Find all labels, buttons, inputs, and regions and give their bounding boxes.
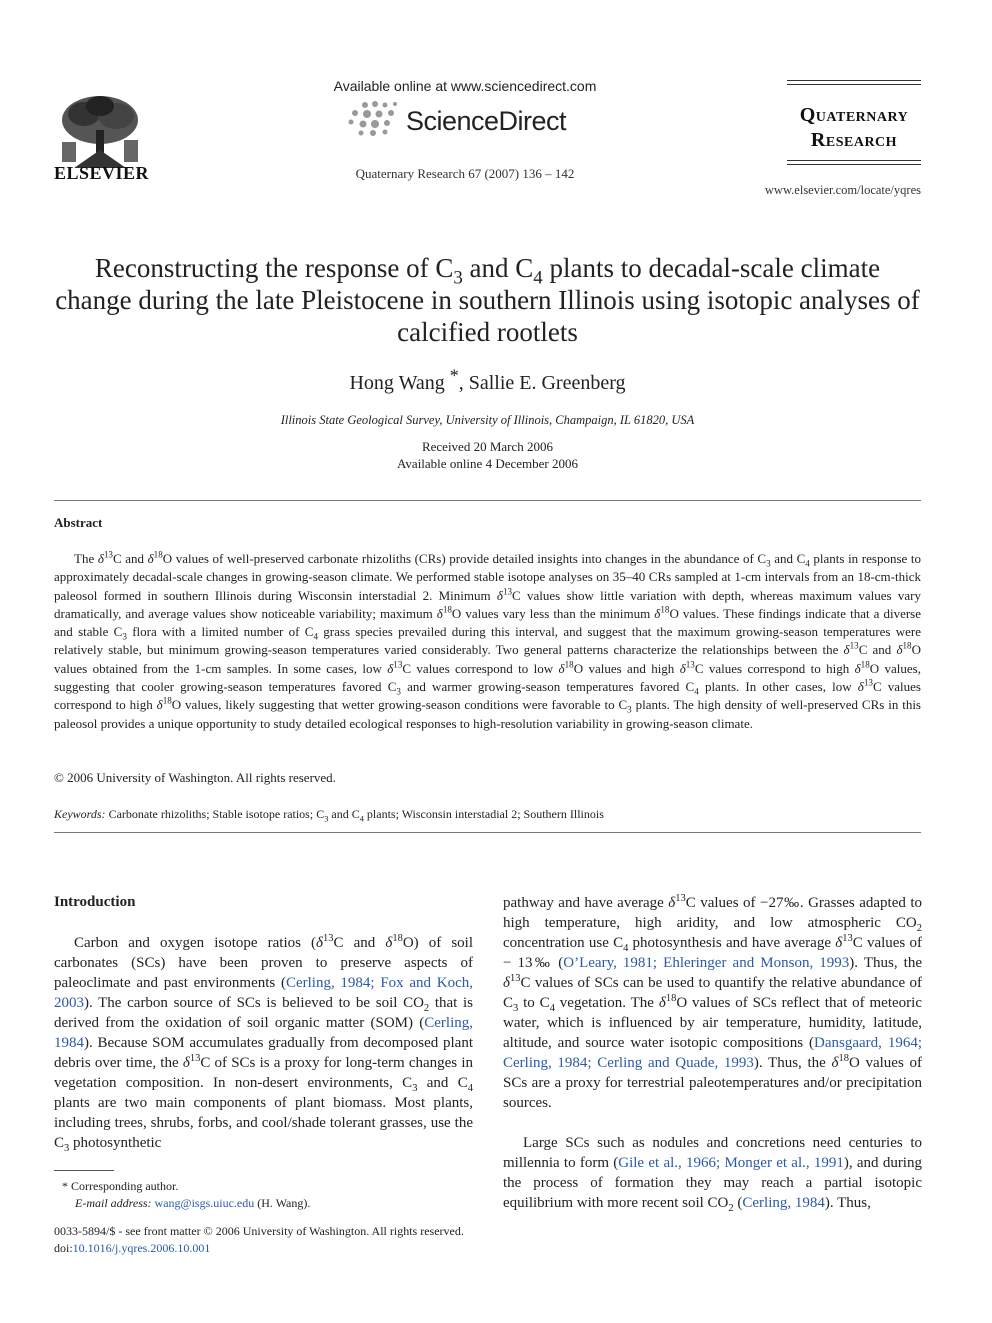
- title-text: plants to decadal-scale climate change during the late Pleistocene in southern Illinois using isotopic analyses of calcified rootlets: [55, 253, 920, 347]
- received-date: Received 20 March 2006: [421, 439, 554, 454]
- doi-link[interactable]: 10.1016/j.yqres.2006.10.001: [72, 1241, 211, 1255]
- email-link[interactable]: wang@isgs.uiuc.edu: [154, 1196, 255, 1210]
- author-separator: ,: [458, 372, 469, 394]
- journal-name-line2: Research: [810, 129, 898, 151]
- keywords-subscript: 4: [359, 814, 364, 824]
- journal-rule-bottom: [787, 160, 921, 165]
- doi-label: doi:: [54, 1241, 73, 1255]
- citation-link[interactable]: Cerling, 1984; Fox and Koch, 2003: [54, 975, 473, 1011]
- journal-citation: Quaternary Research 67 (2007) 136 – 142: [355, 166, 575, 181]
- abstract-heading: Abstract: [54, 515, 103, 530]
- abstract-body: The $\delta^{13}C$ and $\delta^{18}O$ values of well-preserved carbonate rhizoliths (CRs) provide detailed insights into changes in the abundance of $C_3$ and $C_4$ plants in response to approximately decadal-scale changes in growing-season climate. We performed stable isotope analyses on 35–40 CRs sampled at 1-cm intervals from an 18-cm-thick paleosol formed in southern Illinois during Wisconsin interstadial 2. Minimum $\delta^{13}C$ values show little variation with depth, whereas maximum values vary dramatically, and average values show noticeable variability; maximum $\delta^{18}O$ values vary less than the minimum $\delta^{18}O$ values. These findings indicate that a diverse and stable $C_3$ flora with a limited number of $C_4$ grass species prevailed during this interval, and suggest that the maximum growing-season temperatures were relatively stable, but minimum growing-season temperatures varied considerably. Two general patterns characterize the relationships between the $\delta^{13}C$ and $\delta^{18}O$ values obtained from the 1-cm samples. In some cases, low $\delta^{13}C$ values correspond to low $\delta^{18}O$ values and high $\delta^{13}C$ values correspond to high $\delta^{18}O$ values, suggesting that cooler growing-season temperatures favored $C_3$ and warmer growing-season temperatures favored $C_4$ plants. In other cases, low $\delta^{13}C$ values correspond to high $\delta^{18}O$ values, likely suggesting that wetter growing-season conditions were favorable to $C_3$ plants. The high density of well-preserved CRs in this paleosol provides a unique opportunity to study detailed ecological responses to high-resolution variability in growing-season climate.: [54, 549, 921, 731]
- keywords-text: plants; Wisconsin interstadial 2; Southern Illinois: [363, 807, 604, 821]
- title-text: Reconstructing the response of C: [94, 253, 454, 283]
- citation-link[interactable]: Gile et al., 1966; Monger et al., 1991: [618, 1155, 844, 1171]
- section-heading: Introduction: [54, 894, 136, 910]
- email-suffix: (H. Wang).: [254, 1196, 311, 1210]
- journal-name: [787, 103, 921, 153]
- introduction-paragraph: pathway and have average $\delta^{13}C$ values of −27‰. Grasses adapted to high temperature, high aridity, and low atmospheric $CO_2$ concentration use $C_4$ photosynthesis and have average $\delta^{13}C$ values of − 13‰ (O’Leary, 1981; Ehleringer and Monson, 1993). Thus, the $\delta^{13}C$ values of SCs can be used to quantify the relative abundance of $C_3$ to $C_4$ vegetation. The $\delta^{18}O$ values of SCs reflect that of meteoric water, which is influenced by air temperature, humidity, latitude, altitude, and source water isotopic compositions (Dansgaard, 1964; Cerling, 1984; Cerling and Quade, 1993). Thus, the $\delta^{18}O$ values of SCs are a proxy for terrestrial paleotemperatures and/or precipitation sources.: [503, 893, 922, 1111]
- citation-link[interactable]: Cerling, 1984: [742, 1195, 825, 1211]
- author-name[interactable]: Sallie E. Greenberg: [468, 372, 626, 394]
- doi: [54, 1241, 210, 1256]
- corresponding-author-mark[interactable]: *: [449, 365, 459, 386]
- citation-link[interactable]: Cerling, 1984: [54, 1015, 473, 1051]
- title-subscript: 4: [533, 267, 543, 289]
- footnote-divider: [54, 1170, 114, 1171]
- introduction-paragraph: Carbon and oxygen isotope ratios ($\delta^{13}C$ and $\delta^{18}O$) of soil carbonates (SCs) have been proven to preserve aspects of paleoclimate and past environments (Cerling, 1984; Fox and Koch, 2003). The carbon source of SCs is believed to be soil $CO_2$ that is derived from the oxidation of soil organic matter (SOM) (Cerling, 1984). Because SOM accumulates gradually from decomposed plant debris over time, the $\delta^{13}C$ of SCs is a proxy for long-term changes in vegetation composition. In non-desert environments, $C_3$ and $C_4$ plants are two main components of plant biomass. Most plants, including trees, shrubs, forbs, and cool/shade tolerant grasses, use the $C_3$ photosynthetic: [54, 933, 474, 1154]
- keywords-text: Carbonate rhizoliths; Stable isotope ratios; C: [105, 807, 325, 821]
- author-list: [54, 365, 921, 395]
- keywords-text: and C: [328, 807, 360, 821]
- sciencedirect-wordmark: ScienceDirect: [406, 106, 567, 136]
- introduction-paragraph: Large SCs such as nodules and concretions need centuries to millennia to form (Gile et al., 1966; Monger et al., 1991), and during the process of formation they may reach a partial isotopic equilibrium with more recent soil $CO_2$ (Cerling, 1984). Thus,: [503, 1135, 922, 1214]
- available-online-date: Available online 4 December 2006: [397, 456, 578, 471]
- citation-link[interactable]: Dansgaard, 1964; Cerling, 1984; Cerling and Quade, 1993: [503, 1035, 922, 1071]
- publisher-name: ELSEVIER: [54, 163, 150, 183]
- author-name[interactable]: Hong Wang: [349, 372, 445, 394]
- article-title: [54, 252, 921, 348]
- available-online-text: Available online at www.sciencedirect.com: [333, 78, 597, 94]
- citation-link[interactable]: O’Leary, 1981; Ehleringer and Monson, 1993: [563, 955, 850, 971]
- keywords-subscript: 3: [324, 814, 329, 824]
- divider: [54, 832, 921, 833]
- journal-url[interactable]: www.elsevier.com/locate/yqres: [764, 183, 921, 197]
- front-matter: 0033-5894/$ - see front matter © 2006 University of Washington. All rights reserved.: [54, 1224, 464, 1238]
- email-label: E-mail address:: [75, 1196, 152, 1210]
- keywords: [54, 807, 921, 822]
- affiliation: Illinois State Geological Survey, University of Illinois, Champaign, IL 61820, USA: [280, 413, 695, 427]
- email-note: [75, 1196, 310, 1211]
- corresponding-author-note: * Corresponding author.: [62, 1179, 179, 1193]
- journal-name-line1: Quaternary: [799, 104, 909, 126]
- title-subscript: 3: [453, 267, 463, 289]
- title-text: and C: [462, 253, 534, 283]
- keywords-label: Keywords:: [54, 807, 106, 821]
- abstract-copyright: © 2006 University of Washington. All rights reserved.: [54, 770, 336, 785]
- journal-rule-top: [787, 80, 921, 85]
- sciencedirect-dots-logo: [345, 99, 405, 139]
- divider: [54, 500, 921, 501]
